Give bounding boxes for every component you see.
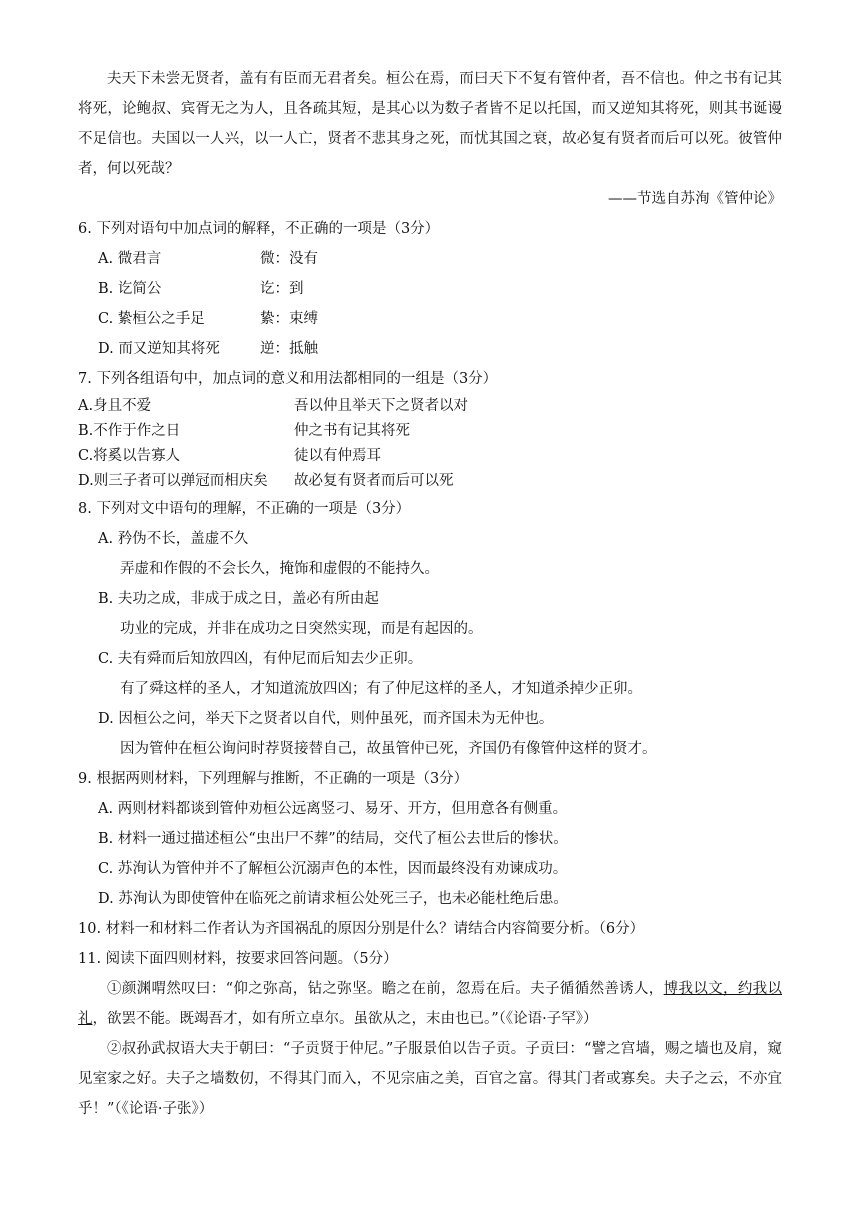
question-8-option-d: D. 因桓公之问，举天下之贤者以自代，则仲虽死，而齐国未为无仲也。 [98, 711, 554, 727]
question-7-option-c [78, 444, 782, 469]
question-9-stem: 9. 根据两则材料，下列理解与推断，不正确的一项是（3分） [78, 771, 469, 787]
option-right: 吾以仲且举天下之贤者以对 [294, 398, 468, 414]
passage-source: ——节选自苏洵《管仲论》 [608, 191, 782, 207]
passage-paragraph: 夫天下未尝无贤者，盖有有臣而无君者矣。桓公在焉，而曰天下不复有管仲者，吾不信也。仲之书有记其将死，论鲍叔、宾胥无之为人，且各疏其短，是其心以为数子者皆不足以托国，而又逆知其将死，则其书诞谩不足信也。夫国以一人兴，以一人亡，贤者不悲其身之死，而忧其国之衰，故必复有贤者而后可以死。彼管仲者，何以死哉？ [78, 71, 782, 177]
question-7-stem: 7. 下列各组语句中，加点词的意义和用法都相同的一组是（3分） [78, 371, 498, 387]
question-6-option-d [78, 334, 782, 364]
question-11-material-1 [78, 974, 782, 1034]
material-1-underlined: 博我以文，约我以礼 [78, 981, 783, 1027]
question-6-stem: 6. 下列对语句中加点词的解释，不正确的一项是（3分） [78, 221, 440, 237]
question-9-option-b: B. 材料一通过描述桓公“虫出尸不葬”的结局，交代了桓公去世后的惨状。 [98, 831, 568, 847]
question-6-option-c [78, 304, 782, 334]
question-7-option-a [78, 394, 782, 419]
question-9-option-d: D. 苏洵认为即使管仲在临死之前请求桓公处死三子，也未必能杜绝后患。 [98, 891, 568, 907]
question-7-option-d [78, 469, 782, 494]
option-right: 仲之书有记其将死 [294, 423, 410, 439]
option-left: A.身且不爱 [78, 398, 152, 414]
question-8-option-a: A. 矜伪不长，盖虚不久 [98, 531, 249, 547]
option-text: A. 微君言 [98, 251, 162, 267]
option-text: D. 而又逆知其将死 [98, 341, 220, 357]
material-1-text-end: ，欲罢不能。既竭吾才，如有所立卓尔。虽欲从之，末由也已。”（《论语·子罕》） [92, 1011, 598, 1027]
question-9-option-a: A. 两则材料都谈到管仲劝桓公远离竖刁、易牙、开方，但用意各有侧重。 [98, 801, 568, 817]
document-page [78, 64, 782, 1124]
question-8-explain-a: 弄虚和作假的不会长久，掩饰和虚假的不能持久。 [120, 561, 439, 577]
option-gloss: 絷：束缚 [260, 311, 318, 327]
option-left: B.不作于作之日 [78, 423, 181, 439]
question-10-stem: 10. 材料一和材料二作者认为齐国祸乱的原因分别是什么？请结合内容简要分析。（6分） [78, 921, 645, 937]
question-8-option-c: C. 夫有舜而后知放四凶，有仲尼而后知去少正卯。 [98, 651, 423, 667]
question-11-stem: 11. 阅读下面四则材料，按要求回答问题。（5分） [78, 951, 398, 967]
option-gloss: 逆：抵触 [260, 341, 318, 357]
question-7-option-b [78, 419, 782, 444]
option-left: D.则三子者可以弹冠而相庆矣 [78, 473, 268, 489]
question-8-explain-b: 功业的完成，并非在成功之日突然实现，而是有起因的。 [120, 621, 483, 637]
question-8-explain-c: 有了舜这样的圣人，才知道流放四凶；有了仲尼这样的圣人，才知道杀掉少正卯。 [120, 681, 642, 697]
question-8-option-b: B. 夫功之成，非成于成之日，盖必有所由起 [98, 591, 379, 607]
option-text: B. 讫简公 [98, 281, 162, 297]
question-6-option-a [78, 244, 782, 274]
option-right: 徒以有仲焉耳 [294, 448, 381, 464]
option-gloss: 微：没有 [260, 251, 318, 267]
material-1-text: ①颜渊喟然叹曰：“仰之弥高，钻之弥坚。瞻之在前，忽焉在后。夫子循循然善诱人， [107, 981, 664, 997]
option-right: 故必复有贤者而后可以死 [294, 473, 454, 489]
question-8-explain-d: 因为管仲在桓公询问时荐贤接替自己，故虽管仲已死，齐国仍有像管仲这样的贤才。 [120, 741, 657, 757]
question-8-stem: 8. 下列对文中语句的理解，不正确的一项是（3分） [78, 501, 411, 517]
question-6-option-b [78, 274, 782, 304]
option-text: C. 絷桓公之手足 [98, 311, 205, 327]
option-left: C.将奚以告寡人 [78, 448, 181, 464]
question-11-material-2: ②叔孙武叔语大夫于朝曰：“子贡贤于仲尼。”子服景伯以告子贡。子贡曰：“譬之宫墙，赐之墙也及肩，窥见室家之好。夫子之墙数仞，不得其门而入，不见宗庙之美，百官之富。得其门者或寡矣。夫子之云，不亦宜乎！”（《论语·子张》） [78, 1041, 782, 1117]
question-9-option-c: C. 苏洵认为管仲并不了解桓公沉溺声色的本性，因而最终没有劝谏成功。 [98, 861, 568, 877]
option-gloss: 讫：到 [260, 281, 304, 297]
